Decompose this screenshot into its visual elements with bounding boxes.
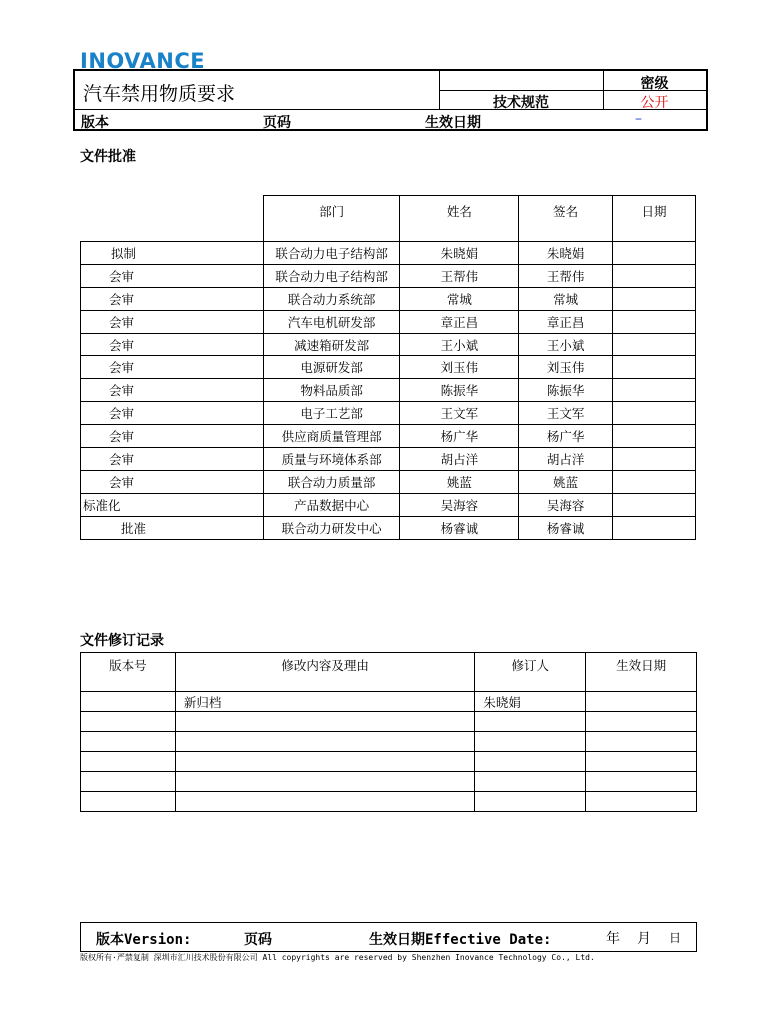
approval-name-cell: 常城 [400, 287, 519, 310]
approval-row [81, 470, 696, 493]
page-footer [80, 922, 697, 952]
spec-label: 技术规范 [493, 95, 549, 111]
secret-level-label: 密级 [640, 76, 669, 92]
footer-effective-date-label: 生效日期Effective Date: [369, 932, 552, 948]
revision-row [81, 772, 697, 792]
approval-name-cell: 杨广华 [400, 425, 519, 448]
approval-role-cell: 会审 [81, 425, 264, 448]
revision-version-cell [81, 752, 176, 772]
approval-row [81, 402, 696, 425]
approval-dept-cell: 联合动力电子结构部 [263, 264, 400, 287]
approval-sign-cell: 王帮伟 [519, 264, 613, 287]
approval-date-cell [613, 425, 696, 448]
revision-version-cell [81, 772, 176, 792]
approval-sign-cell: 刘玉伟 [519, 356, 613, 379]
revision-reviser-cell [475, 712, 586, 732]
approval-name-cell: 王小斌 [400, 333, 519, 356]
footer-page-label: 页码 [244, 932, 272, 948]
approval-row [81, 493, 696, 516]
approval-dept-cell: 联合动力研发中心 [263, 516, 400, 539]
approval-sign-cell: 王文军 [519, 402, 613, 425]
approval-date-cell [613, 402, 696, 425]
approval-name-cell: 姚蓝 [400, 470, 519, 493]
revision-content-cell [175, 752, 474, 772]
revision-row [81, 732, 697, 752]
approval-dept-cell: 联合动力系统部 [263, 287, 400, 310]
revision-date-cell [586, 792, 697, 812]
approval-sign-cell: 章正昌 [519, 310, 613, 333]
revision-content-cell [175, 772, 474, 792]
footer-month: 月 [637, 931, 651, 947]
approval-section-title: 文件批准 [80, 149, 136, 165]
header-cell: 部门 [263, 196, 400, 242]
revision-date-cell [586, 752, 697, 772]
header-cell: 签名 [519, 196, 613, 242]
approval-date-cell [613, 493, 696, 516]
approval-date-cell [613, 356, 696, 379]
revision-header-row [81, 653, 697, 692]
approval-date-cell [613, 242, 696, 265]
header-cell: 修订人 [475, 653, 586, 692]
approval-row [81, 264, 696, 287]
approval-sign-cell: 朱晓娟 [519, 242, 613, 265]
header-blank-cell [81, 196, 264, 242]
revision-reviser-cell [475, 772, 586, 792]
approval-name-cell: 杨睿诚 [400, 516, 519, 539]
approval-role-cell: 会审 [81, 310, 264, 333]
revision-table [80, 652, 697, 812]
effective-date-value: – [635, 111, 642, 127]
footer-day: 日 [669, 931, 682, 945]
approval-dept-cell: 减速箱研发部 [263, 333, 400, 356]
revision-content-cell: 新归档 [175, 692, 474, 712]
revision-date-cell [586, 772, 697, 792]
approval-role-cell: 拟制 [81, 242, 264, 265]
revision-content-cell [175, 712, 474, 732]
revision-row [81, 752, 697, 772]
footer-year: 年 [606, 931, 620, 947]
approval-sign-cell: 杨睿诚 [519, 516, 613, 539]
revision-version-cell [81, 712, 176, 732]
approval-dept-cell: 联合动力电子结构部 [263, 242, 400, 265]
approval-role-cell: 会审 [81, 356, 264, 379]
approval-dept-cell: 物料品质部 [263, 379, 400, 402]
revision-row [81, 692, 697, 712]
approval-role-cell: 会审 [81, 264, 264, 287]
revision-section-title: 文件修订记录 [80, 633, 164, 649]
approval-row [81, 242, 696, 265]
approval-sign-cell: 姚蓝 [519, 470, 613, 493]
approval-name-cell: 刘玉伟 [400, 356, 519, 379]
approval-date-cell [613, 310, 696, 333]
approval-date-cell [613, 448, 696, 471]
approval-row [81, 516, 696, 539]
approval-name-cell: 朱晓娟 [400, 242, 519, 265]
approval-name-cell: 王帮伟 [400, 264, 519, 287]
approval-row [81, 356, 696, 379]
approval-date-cell [613, 287, 696, 310]
copyright-notice: 版权所有·严禁复制 深圳市汇川技术股份有限公司 All copyrights are reserved by Shenzhen Inovance Technology Co., Ltd. [80, 953, 595, 962]
approval-role-cell: 会审 [81, 402, 264, 425]
approval-dept-cell: 供应商质量管理部 [263, 425, 400, 448]
revision-content-cell [175, 792, 474, 812]
approval-table [80, 195, 696, 540]
approval-row [81, 379, 696, 402]
approval-sign-cell: 王小斌 [519, 333, 613, 356]
approval-row [81, 333, 696, 356]
approval-row [81, 425, 696, 448]
approval-role-cell: 会审 [81, 333, 264, 356]
approval-role-cell: 会审 [81, 470, 264, 493]
approval-date-cell [613, 264, 696, 287]
document-header [73, 69, 708, 131]
revision-reviser-cell [475, 732, 586, 752]
revision-date-cell [586, 732, 697, 752]
approval-dept-cell: 电源研发部 [263, 356, 400, 379]
revision-row [81, 712, 697, 732]
revision-row [81, 792, 697, 812]
approval-date-cell [613, 470, 696, 493]
approval-name-cell: 章正昌 [400, 310, 519, 333]
revision-version-cell [81, 792, 176, 812]
approval-name-cell: 胡占洋 [400, 448, 519, 471]
approval-dept-cell: 质量与环境体系部 [263, 448, 400, 471]
approval-sign-cell: 吴海容 [519, 493, 613, 516]
revision-version-cell [81, 732, 176, 752]
header-cell: 修改内容及理由 [175, 653, 474, 692]
document-title: 汽车禁用物质要求 [83, 83, 236, 105]
approval-date-cell [613, 379, 696, 402]
approval-sign-cell: 胡占洋 [519, 448, 613, 471]
inovance-logo: INOVANCE [80, 49, 206, 73]
approval-role-cell: 会审 [81, 448, 264, 471]
revision-reviser-cell [475, 752, 586, 772]
header-cell: 日期 [613, 196, 696, 242]
revision-content-cell [175, 732, 474, 752]
header-cell: 版本号 [81, 653, 176, 692]
approval-sign-cell: 杨广华 [519, 425, 613, 448]
approval-dept-cell: 产品数据中心 [263, 493, 400, 516]
approval-sign-cell: 常城 [519, 287, 613, 310]
approval-dept-cell: 电子工艺部 [263, 402, 400, 425]
approval-sign-cell: 陈振华 [519, 379, 613, 402]
approval-row [81, 448, 696, 471]
revision-reviser-cell [475, 792, 586, 812]
public-label: 公开 [640, 95, 669, 111]
effective-date-label: 生效日期 [425, 115, 481, 131]
revision-date-cell [586, 712, 697, 732]
version-label: 版本 [81, 115, 109, 131]
approval-header-row [81, 196, 696, 242]
header-cell: 姓名 [400, 196, 519, 242]
revision-version-cell [81, 692, 176, 712]
revision-date-cell [586, 692, 697, 712]
approval-name-cell: 吴海容 [400, 493, 519, 516]
approval-role-cell: 会审 [81, 379, 264, 402]
header-cell: 生效日期 [586, 653, 697, 692]
approval-dept-cell: 汽车电机研发部 [263, 310, 400, 333]
page-label: 页码 [263, 115, 291, 131]
approval-role-cell: 会审 [81, 287, 264, 310]
approval-name-cell: 王文军 [400, 402, 519, 425]
approval-dept-cell: 联合动力质量部 [263, 470, 400, 493]
approval-date-cell [613, 516, 696, 539]
approval-row [81, 310, 696, 333]
footer-version-label: 版本Version: [96, 932, 192, 948]
approval-row [81, 287, 696, 310]
approval-name-cell: 陈振华 [400, 379, 519, 402]
approval-role-cell: 标准化 [81, 493, 264, 516]
revision-reviser-cell: 朱晓娟 [475, 692, 586, 712]
approval-role-cell: 批准 [81, 516, 264, 539]
approval-date-cell [613, 333, 696, 356]
